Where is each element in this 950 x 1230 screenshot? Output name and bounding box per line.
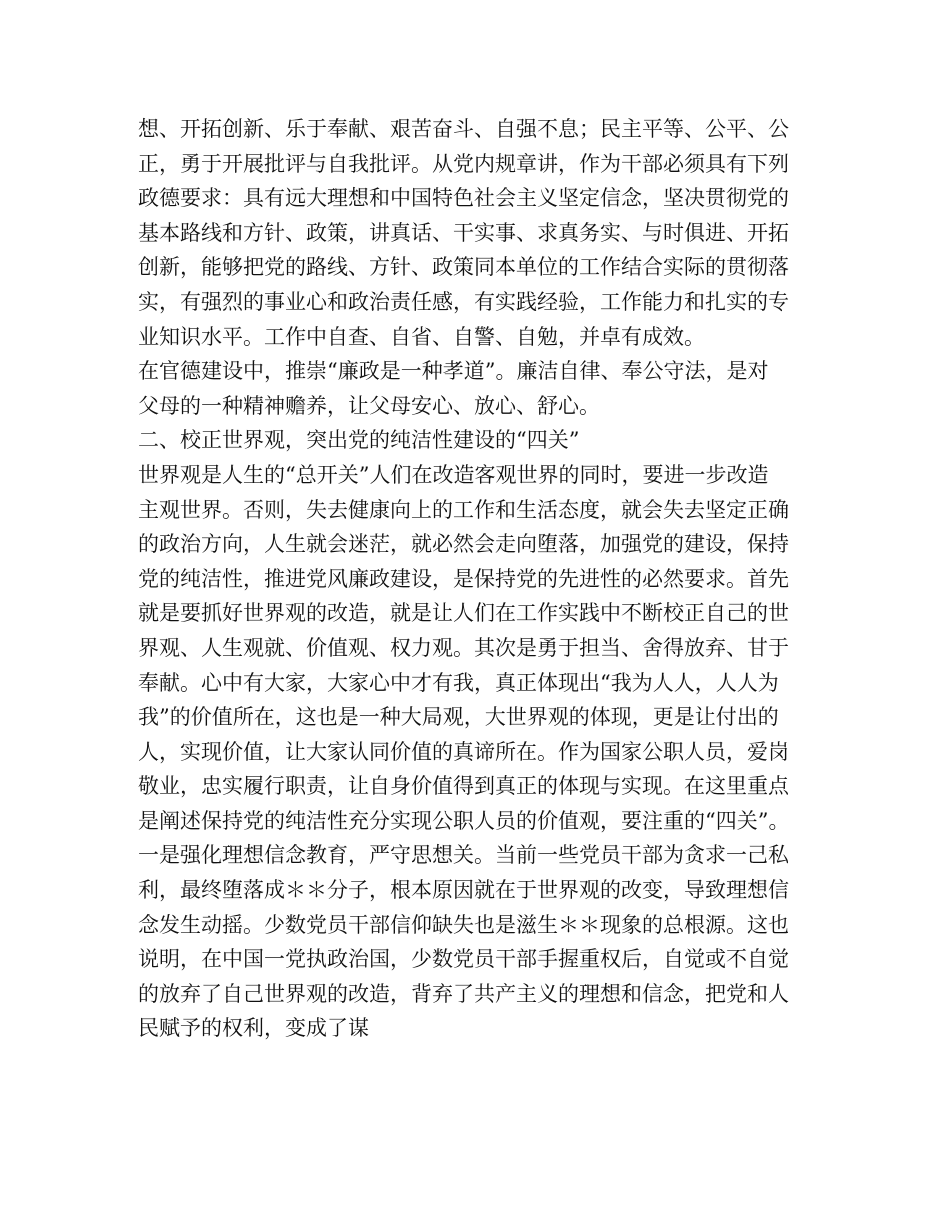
- text-line: 父母的一种精神赡养，让父母安心、放心、舒心。: [138, 393, 600, 418]
- text-line: 世界观是人生的“总开关”人们在改造客观世界的同时，要进一步改造: [138, 462, 769, 487]
- text-line: 党的纯洁性，推进党风廉政建设，是保持党的先进性的必然要求。首先: [138, 566, 789, 591]
- text-line: 实，有强烈的事业心和政治责任感，有实践经验，工作能力和扎实的专: [138, 289, 789, 314]
- text-line: 念发生动摇。少数党员干部信仰缺失也是滋生＊＊现象的总根源。这也: [138, 912, 789, 937]
- text-line: 政德要求：具有远大理想和中国特色社会主义坚定信念，坚决贯彻党的: [138, 186, 789, 211]
- text-line: 的政治方向，人生就会迷茫，就必然会走向堕落，加强党的建设，保持: [138, 532, 789, 557]
- text-line: 主观世界。否则，失去健康向上的工作和生活态度，就会失去坚定正确: [138, 497, 789, 522]
- text-line: 基本路线和方针、政策，讲真话、干实事、求真务实、与时俱进、开拓: [138, 220, 789, 245]
- text-line: 是阐述保持党的纯洁性充分实现公职人员的价值观，要注重的“四关”。: [138, 808, 790, 833]
- text-line: 业知识水平。工作中自查、自省、自警、自勉，并卓有成效。: [138, 324, 705, 349]
- text-line: 奉献。心中有大家，大家心中才有我，真正体现出“我为人人，人人为: [138, 670, 779, 695]
- document-body: [138, 112, 828, 1046]
- text-line: 敬业，忠实履行职责，让自身价值得到真正的体现与实现。在这里重点: [138, 774, 789, 799]
- text-line: 界观、人生观就、价值观、权力观。其次是勇于担当、舍得放弃、甘于: [138, 635, 789, 660]
- text-line: 在官德建设中，推崇“廉政是一种孝道”。廉洁自律、奉公守法，是对: [138, 359, 769, 384]
- text-line: 民赋予的权利，变成了谋: [138, 1016, 369, 1041]
- text-line: 的放弃了自己世界观的改造，背弃了共产主义的理想和信念，把党和人: [138, 981, 789, 1006]
- text-line: 想、开拓创新、乐于奉献、艰苦奋斗、自强不息；民主平等、公平、公: [138, 117, 789, 141]
- text-line: 我”的价值所在，这也是一种大局观，大世界观的体现，更是让付出的: [138, 705, 779, 730]
- text-line: 正，勇于开展批评与自我批评。从党内规章讲，作为干部必须具有下列: [138, 151, 789, 176]
- text-line: 人，实现价值，让大家认同价值的真谛所在。作为国家公职人员，爱岗: [138, 739, 789, 764]
- text-line: 说明，在中国一党执政治国，少数党员干部手握重权后，自觉或不自觉: [138, 947, 789, 972]
- section-heading: 二、校正世界观，突出党的纯洁性建设的“四关”: [138, 428, 580, 453]
- text-line: 创新，能够把党的路线、方针、政策同本单位的工作结合实际的贯彻落: [138, 255, 789, 280]
- text-line: 一是强化理想信念教育，严守思想关。当前一些党员干部为贪求一己私: [138, 843, 789, 868]
- text-line: 利，最终堕落成＊＊分子，根本原因就在于世界观的改变，导致理想信: [138, 878, 789, 903]
- text-line: 就是要抓好世界观的改造，就是让人们在工作实践中不断校正自己的世: [138, 601, 789, 626]
